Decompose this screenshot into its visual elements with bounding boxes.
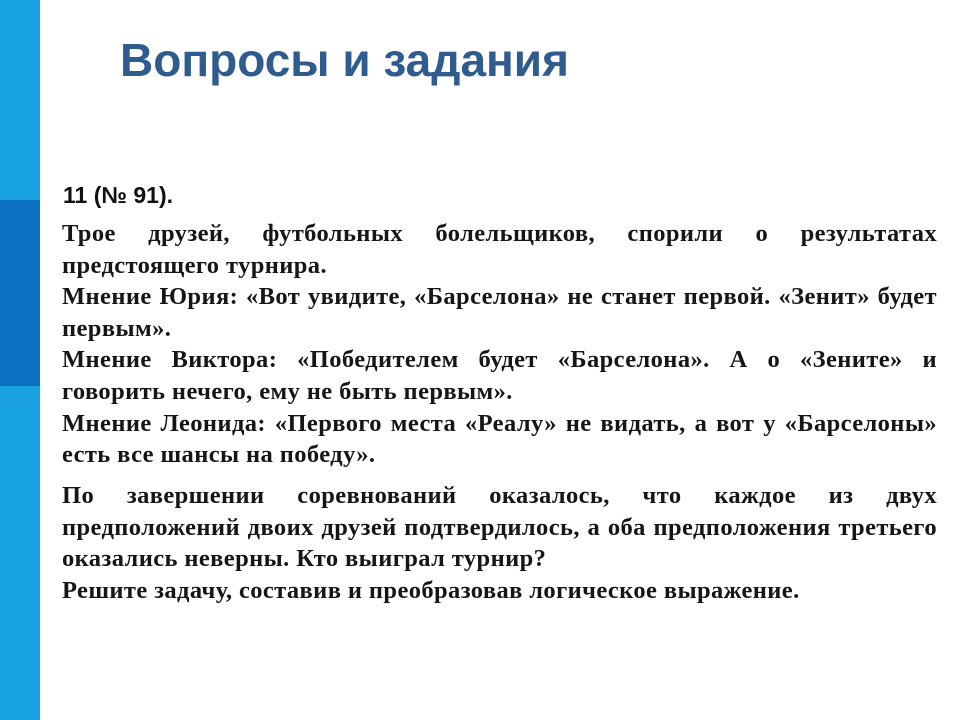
task-number: 11 (№ 91). [63, 182, 174, 208]
slide-title: Вопросы и задания [120, 34, 569, 86]
paragraph-viktor-opinion: Мнение Виктора: «Победителем будет «Барселона». А о «Зените» и говорить нечего, ему не быть первым». [62, 346, 937, 405]
task-question [62, 480, 937, 606]
paragraph-yuri-opinion: Мнение Юрия: «Вот увидите, «Барселона» не станет первой. «Зенит» будет первым». [62, 283, 937, 342]
side-accent-highlight [0, 200, 40, 386]
paragraph-instruction: Решите задачу, составив и преобразовав логическое выражение. [62, 576, 800, 604]
paragraph-intro: Трое друзей, футбольных болельщиков, спорили о результатах предстоящего турнира. [62, 220, 937, 279]
paragraph-outcome: По завершении соревнований оказалось, что каждое из двух предположений двоих друзей подтвердилось, а оба предположения третьего оказались неверны. Кто выиграл турнир? [62, 482, 937, 573]
paragraph-leonid-opinion: Мнение Леонида: «Первого места «Реалу» не видать, а вот у «Барселоны» есть все шансы на победу». [62, 409, 937, 469]
task-statement [62, 218, 937, 471]
